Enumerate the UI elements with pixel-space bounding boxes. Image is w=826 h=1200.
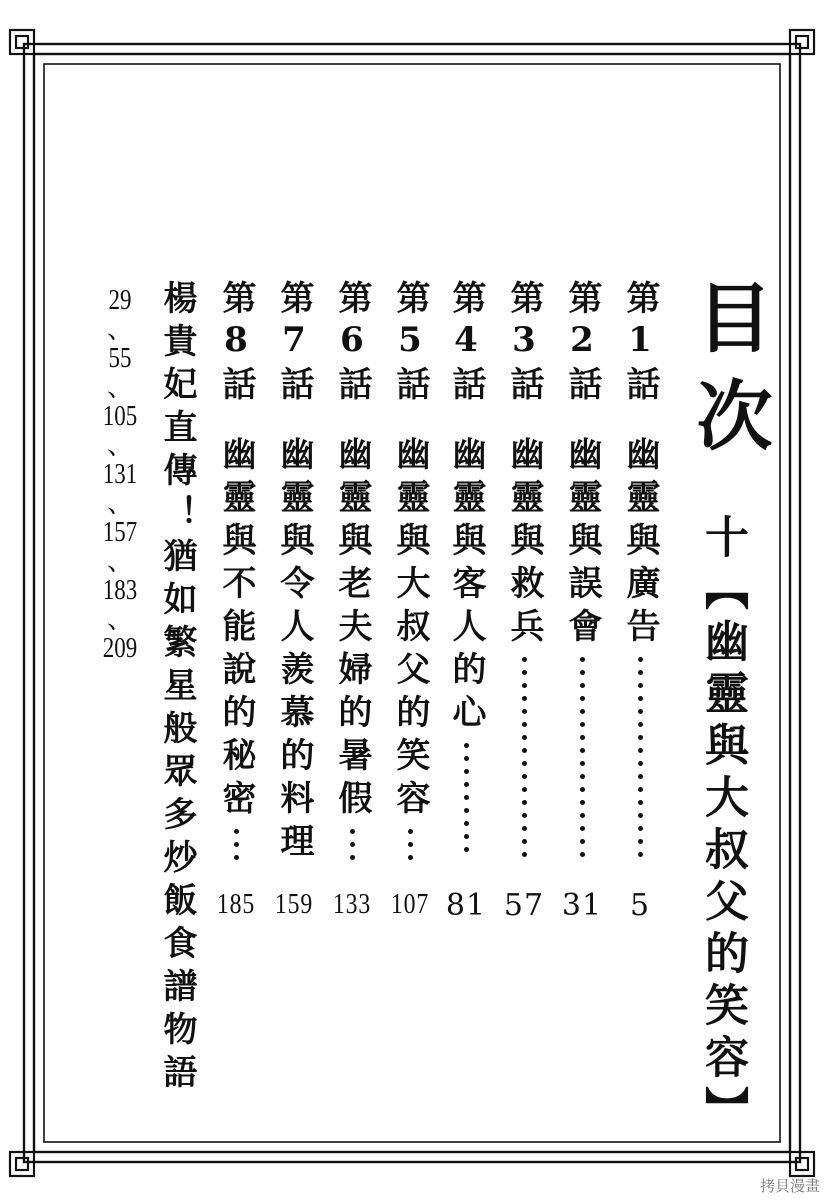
page-separator: 、 [106, 489, 133, 518]
chapter-page-number: 107 [390, 888, 430, 920]
chapter-title: 幽靈與廣告 [620, 436, 660, 651]
extra-page-number: 183 [102, 575, 138, 606]
chapter-title: 幽靈與客人的心 [446, 436, 486, 737]
chapter-title: 幽靈與不能說的秘密 [216, 436, 256, 823]
leader-dots [407, 829, 413, 868]
chapter-title: 幽靈與救兵 [504, 436, 544, 651]
chapter-title: 幽靈與令人羨慕的料理 [274, 436, 314, 866]
chapter-page-number: 5 [629, 888, 651, 923]
volume-title: 十【幽靈與大叔父的笑容】 [697, 514, 748, 1138]
page-separator: 、 [106, 605, 133, 634]
page-separator: 、 [106, 315, 133, 344]
extra-page-number: 157 [102, 517, 138, 548]
extra-page-number: 55 [108, 343, 132, 374]
extra-story-title: 楊貴妃直傳！猶如繁星般眾多炒飯食譜物語 [157, 280, 197, 1097]
chapter-label: 第3話 [504, 280, 544, 406]
chapter-label: 第7話 [274, 280, 314, 406]
leader-dots [463, 743, 469, 860]
leader-dots [579, 657, 585, 865]
leader-dots [637, 657, 643, 865]
leader-dots [233, 829, 239, 868]
chapter-page-number: 159 [274, 888, 314, 920]
watermark: 拷貝漫畫 [759, 1177, 820, 1195]
page-separator: 、 [106, 373, 133, 402]
chapter-label: 第2話 [562, 280, 602, 406]
extra-page-number: 105 [102, 401, 138, 432]
chapter-page-number: 81 [445, 888, 487, 923]
chapter-title: 幽靈與老夫婦的暑假 [332, 436, 372, 823]
chapter-label: 第8話 [216, 280, 256, 406]
chapter-label: 第6話 [332, 280, 372, 406]
chapter-page-number: 31 [561, 888, 603, 923]
chapter-page-number: 133 [332, 888, 372, 920]
extra-story-pages [98, 284, 142, 666]
page-separator: 、 [106, 547, 133, 576]
chapter-label: 第4話 [446, 280, 486, 406]
chapter-title: 幽靈與大叔父的笑容 [390, 436, 430, 823]
extra-page-number: 209 [102, 633, 138, 664]
chapter-page-number: 57 [503, 888, 545, 923]
page-separator: 、 [106, 431, 133, 460]
extra-page-number: 131 [102, 459, 138, 490]
leader-dots [349, 829, 355, 868]
chapter-label: 第1話 [620, 280, 660, 406]
leader-dots [521, 657, 527, 865]
extra-page-number: 29 [108, 285, 132, 316]
chapter-page-number: 185 [216, 888, 256, 920]
page-heading: 目次 [684, 278, 773, 474]
chapter-title: 幽靈與誤會 [562, 436, 602, 651]
chapter-label: 第5話 [390, 280, 430, 406]
